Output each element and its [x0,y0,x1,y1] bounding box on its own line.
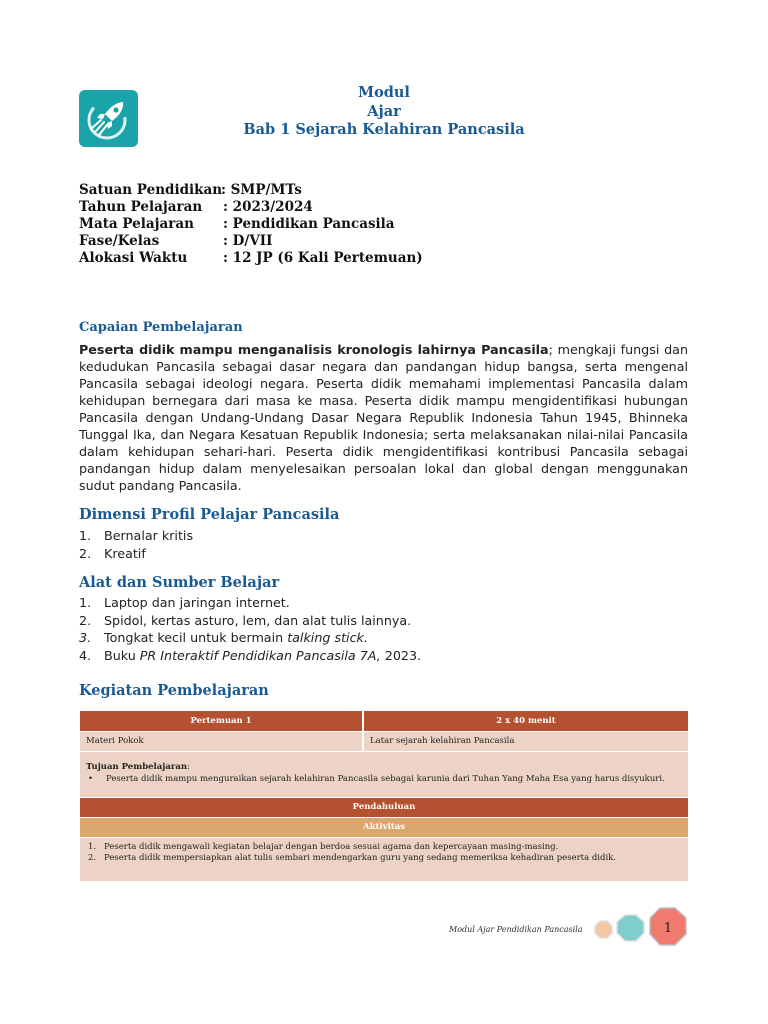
materi-label-cell: Materi Pokok [80,732,362,751]
list-text: Spidol, kertas asturo, lem, dan alat tulis lainnya. [104,612,412,628]
meta-value: : 2023/2024 [223,199,313,215]
list-item [79,647,421,665]
list-item [79,612,421,630]
list-item [79,594,421,612]
step-text: Peserta didik mengawali kegiatan belajar dengan berdoa sesuai agama dan kepercayaan masing-masing. [104,842,559,852]
title-line-2: Ajar [367,102,401,120]
meta-row-mapel [79,216,499,233]
list-number: 4. [79,647,92,663]
step-item [88,842,688,853]
capaian-body: ; mengkaji fungsi dan kedudukan Pancasila sebagai dasar negara dan pandangan hidup bangsa, serta mengenal Pancasila sebagai ideologi negara. Peserta didik memahami implementasi Pancasila dalam kehidupan bernegara dari masa ke masa. Peserta didik mampu mengidentifikasi hubungan Pancasila dengan Undang-Undang Dasar Negara Republik Indonesia Tahun 1945, Bhinneka Tunggal Ika, dan Negara Kesatuan Republik Indonesia; serta melaksanakan nilai-nilai Pancasila dalam kehidupan sehari-hari. Peserta didik mengidentifikasi kontribusi Pancasila sebagai pandangan hidup dalam menyelesaikan persoalan lokal dan global dengan menggunakan sudut pandang Pancasila. [79,342,688,493]
list-number: 3. [79,630,92,645]
dimensi-heading: Dimensi Profil Pelajar Pancasila [79,506,340,523]
list-text-italic: talking stick. [287,630,368,645]
capaian-heading: Capaian Pembelajaran [79,320,243,335]
kegiatan-table [80,711,688,881]
list-number: 2. [79,545,92,561]
meta-label: Mata Pelajaran [79,216,194,232]
meta-label: Tahun Pelajaran [79,199,203,215]
list-text: Laptop dan jaringan internet. [104,595,290,610]
step-number: 1. [88,842,97,852]
meta-value: : D/VII [223,233,273,249]
footer-text: Modul Ajar Pendidikan Pancasila [449,925,583,934]
list-text: 2023. [380,647,422,663]
list-text: Buku [104,647,140,663]
tujuan-cell [80,752,688,797]
title-line-3: Bab 1 Sejarah Kelahiran Pancasila [243,121,525,138]
dimensi-list [79,527,193,562]
list-text: Tongkat kecil untuk bermain [104,630,288,645]
page-number-badge [590,904,690,954]
list-number: 2. [79,612,92,628]
tujuan-item [86,773,688,785]
meta-label: Fase/Kelas [79,233,160,249]
list-number: 1. [79,595,92,610]
meta-row-fase [79,233,499,250]
aktivitas-header: Aktivitas [80,818,688,837]
alat-list [79,594,421,664]
table-header-durasi: 2 x 40 menit [364,711,688,731]
meta-value: : SMP/MTs [221,182,302,198]
capaian-paragraph [79,341,688,494]
capaian-bold: Peserta didik mampu menganalisis kronologis lahirnya Pancasila [79,342,549,357]
tujuan-heading-row [86,761,688,773]
step-item [88,853,688,864]
aktivitas-steps-cell [80,838,688,881]
tujuan-item-text: Peserta didik mampu menguraikan sejarah kelahiran Pancasila sebagai karunia dari Tuhan Yang Maha Esa yang harus disyukuri. [106,774,665,784]
meta-value: : 12 JP (6 Kali Pertemuan) [223,250,423,266]
list-number: 1. [79,528,92,543]
pendahuluan-header: Pendahuluan [80,798,688,817]
alat-heading: Alat dan Sumber Belajar [79,574,280,591]
meta-row-tahun [79,199,499,216]
title-line-1: Modul [358,84,410,101]
document-title [0,84,768,140]
document-meta [79,182,499,267]
meta-label: Satuan Pendidikan [79,182,223,198]
footer-decor-octagon-small [595,921,612,938]
list-item [79,545,193,563]
meta-row-alokasi [79,250,499,267]
meta-row-satuan [79,182,499,199]
tujuan-colon: : [187,762,190,772]
materi-value-cell: Latar sejarah kelahiran Pancasila [364,732,688,751]
tujuan-heading: Tujuan Pembelajaran [86,762,188,772]
step-number: 2. [88,853,97,863]
step-text: Peserta didik mempersiapkan alat tulis sembari mendengarkan guru yang sedang memeriksa kehadiran peserta didik. [104,853,617,863]
meta-label: Alokasi Waktu [79,250,188,266]
meta-value: : Pendidikan Pancasila [223,216,395,232]
list-item [79,527,193,545]
page-number: 1 [663,921,673,936]
table-header-pertemuan: Pertemuan 1 [80,711,362,731]
list-text: Bernalar kritis [104,528,194,543]
list-text-italic: PR Interaktif Pendidikan Pancasila 7A, [139,647,381,663]
footer-decor-octagon-medium [617,915,644,941]
list-item [79,629,421,647]
bullet-icon: • [88,774,94,784]
list-text: Kreatif [104,545,146,561]
kegiatan-heading: Kegiatan Pembelajaran [79,682,269,699]
